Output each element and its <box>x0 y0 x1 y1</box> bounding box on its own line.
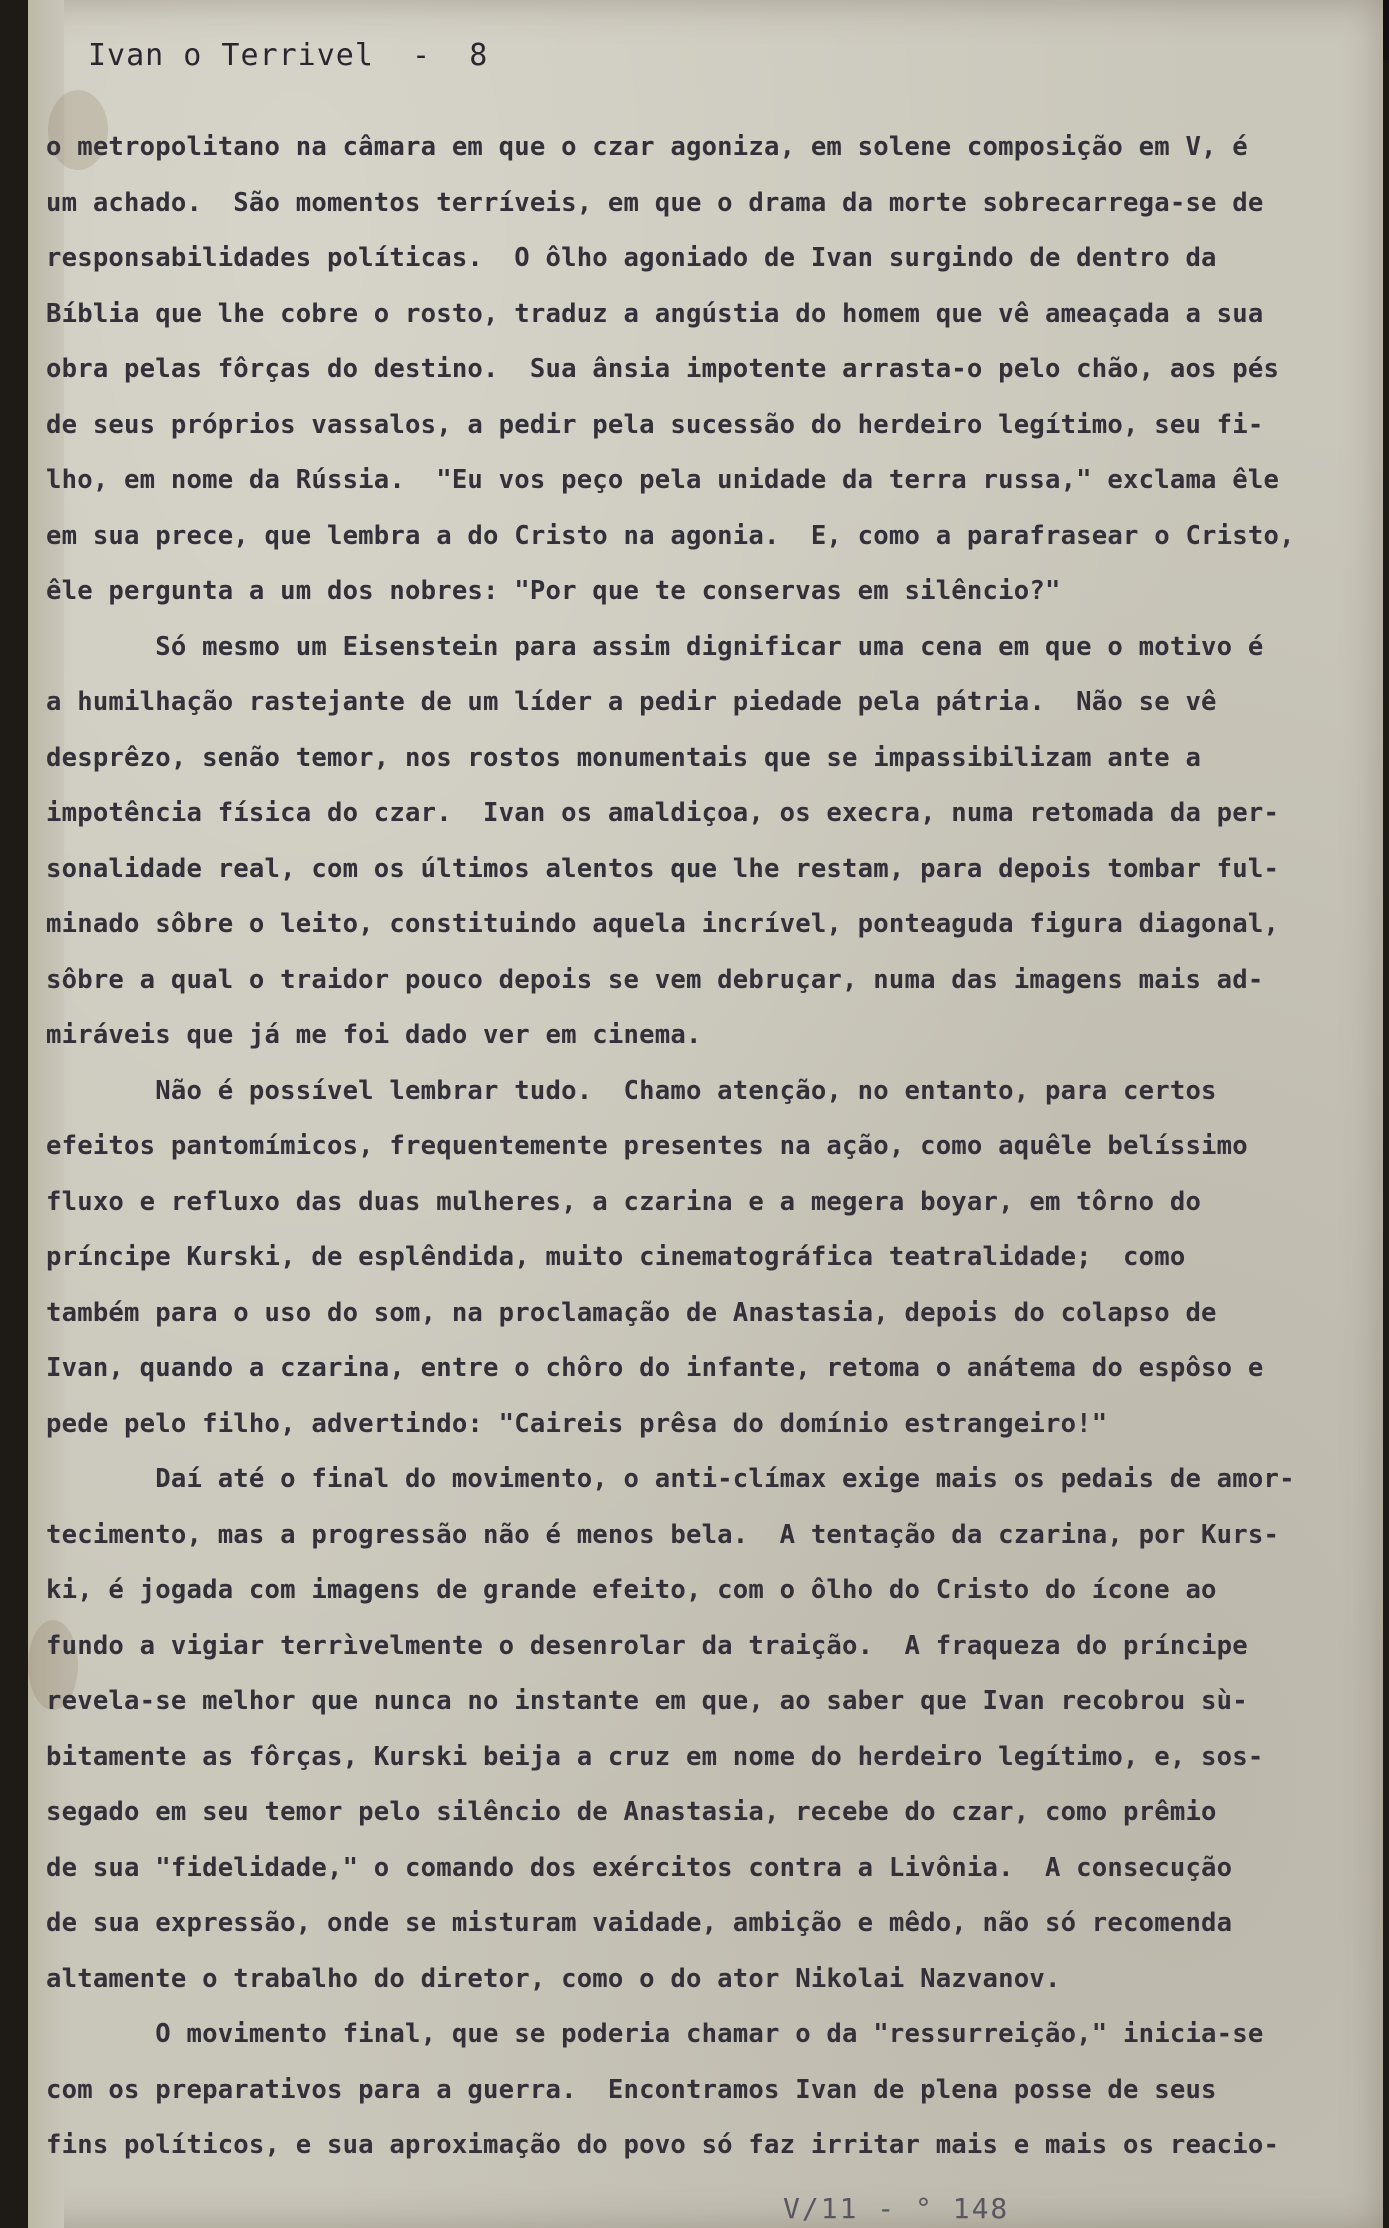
text-line: sonalidade real, com os últimos alentos que lhe restam, para depois tombar ful- <box>46 853 1280 884</box>
text-line: altamente o trabalho do diretor, como o do ator Nikolai Nazvanov. <box>46 1963 1061 1994</box>
text-line: segado em seu temor pelo silêncio de Anastasia, recebe do czar, como prêmio <box>46 1797 1217 1827</box>
text-line: Bíblia que lhe cobre o rosto, traduz a angústia do homem que vê ameaçada a sua <box>46 298 1264 329</box>
text-line: de sua expressão, onde se misturam vaidade, ambição e mêdo, não só recomenda <box>46 1908 1233 1938</box>
text-line: desprêzo, senão temor, nos rostos monumentais que se impassibilizam ante a <box>46 742 1202 773</box>
typewritten-page <box>28 0 1383 2228</box>
text-line: um achado. São momentos terríveis, em que o drama da morte sobrecarrega-se de <box>46 187 1264 218</box>
text-line: Não é possível lembrar tudo. Chamo atenção, no entanto, para certos <box>46 1075 1217 1106</box>
text-line: fins políticos, e sua aproximação do povo só faz irritar mais e mais os reacio- <box>46 2130 1280 2160</box>
text-line: de sua "fidelidade," o comando dos exércitos contra a Livônia. A consecução <box>46 1852 1233 1883</box>
text-line: com os preparativos para a guerra. Encontramos Ivan de plena posse de seus <box>46 2074 1217 2105</box>
text-line: obra pelas fôrças do destino. Sua ânsia impotente arrasta-o pelo chão, aos pés <box>46 354 1280 384</box>
text-line: de seus próprios vassalos, a pedir pela sucessão do herdeiro legítimo, seu fi- <box>46 409 1264 440</box>
text-line: ki, é jogada com imagens de grande efeito, com o ôlho do Cristo do ícone ao <box>46 1575 1217 1605</box>
text-line: minado sôbre o leito, constituindo aquela incrível, ponteaguda figura diagonal, <box>46 909 1280 939</box>
page-body <box>46 120 1376 2174</box>
text-line: responsabilidades políticas. O ôlho agoniado de Ivan surgindo de dentro da <box>46 243 1217 273</box>
text-line: miráveis que já me foi dado ver em cinema. <box>46 1020 702 1050</box>
text-line: Só mesmo um Eisenstein para assim dignificar uma cena em que o motivo é <box>46 631 1264 662</box>
text-line: êle pergunta a um dos nobres: "Por que te conservas em silêncio?" <box>46 576 1061 606</box>
text-line: tecimento, mas a progressão não é menos bela. A tentação da czarina, por Kurs- <box>46 1519 1280 1550</box>
text-line: a humilhação rastejante de um líder a pedir piedade pela pátria. Não se vê <box>46 687 1217 717</box>
text-line: lho, em nome da Rússia. "Eu vos peço pela unidade da terra russa," exclama êle <box>46 465 1280 495</box>
text-line: Daí até o final do movimento, o anti-clímax exige mais os pedais de amor- <box>46 1464 1295 1494</box>
archive-number: V/11 - ° 148 <box>783 2192 1010 2225</box>
text-line: em sua prece, que lembra a do Cristo na agonia. E, como a parafrasear o Cristo, <box>46 520 1295 551</box>
text-line: sôbre a qual o traidor pouco depois se vem debruçar, numa das imagens mais ad- <box>46 964 1264 995</box>
text-line: O movimento final, que se poderia chamar o da "ressurreição," inicia-se <box>46 2019 1264 2049</box>
text-line: pede pelo filho, advertindo: "Caireis prêsa do domínio estrangeiro!" <box>46 1408 1108 1439</box>
text-line: também para o uso do som, na proclamação de Anastasia, depois do colapso de <box>46 1297 1217 1328</box>
text-line: Ivan, quando a czarina, entre o chôro do infante, retoma o anátema do espôso e <box>46 1353 1264 1383</box>
page-header: Ivan o Terrivel - 8 <box>88 38 489 73</box>
text-line: o metropolitano na câmara em que o czar agoniza, em solene composição em V, é <box>46 132 1248 162</box>
text-line: efeitos pantomímicos, frequentemente presentes na ação, como aquêle belíssimo <box>46 1131 1248 1161</box>
text-line: fundo a vigiar terrìvelmente o desenrolar da traição. A fraqueza do príncipe <box>46 1630 1248 1661</box>
text-line: impotência física do czar. Ivan os amaldiçoa, os execra, numa retomada da per- <box>46 798 1280 828</box>
text-line: bitamente as fôrças, Kurski beija a cruz em nome do herdeiro legítimo, e, sos- <box>46 1741 1264 1772</box>
text-line: fluxo e refluxo das duas mulheres, a czarina e a megera boyar, em tôrno do <box>46 1186 1202 1217</box>
text-line: revela-se melhor que nunca no instante em que, ao saber que Ivan recobrou sù- <box>46 1686 1248 1716</box>
text-line: príncipe Kurski, de esplêndida, muito cinematográfica teatralidade; como <box>46 1242 1186 1272</box>
